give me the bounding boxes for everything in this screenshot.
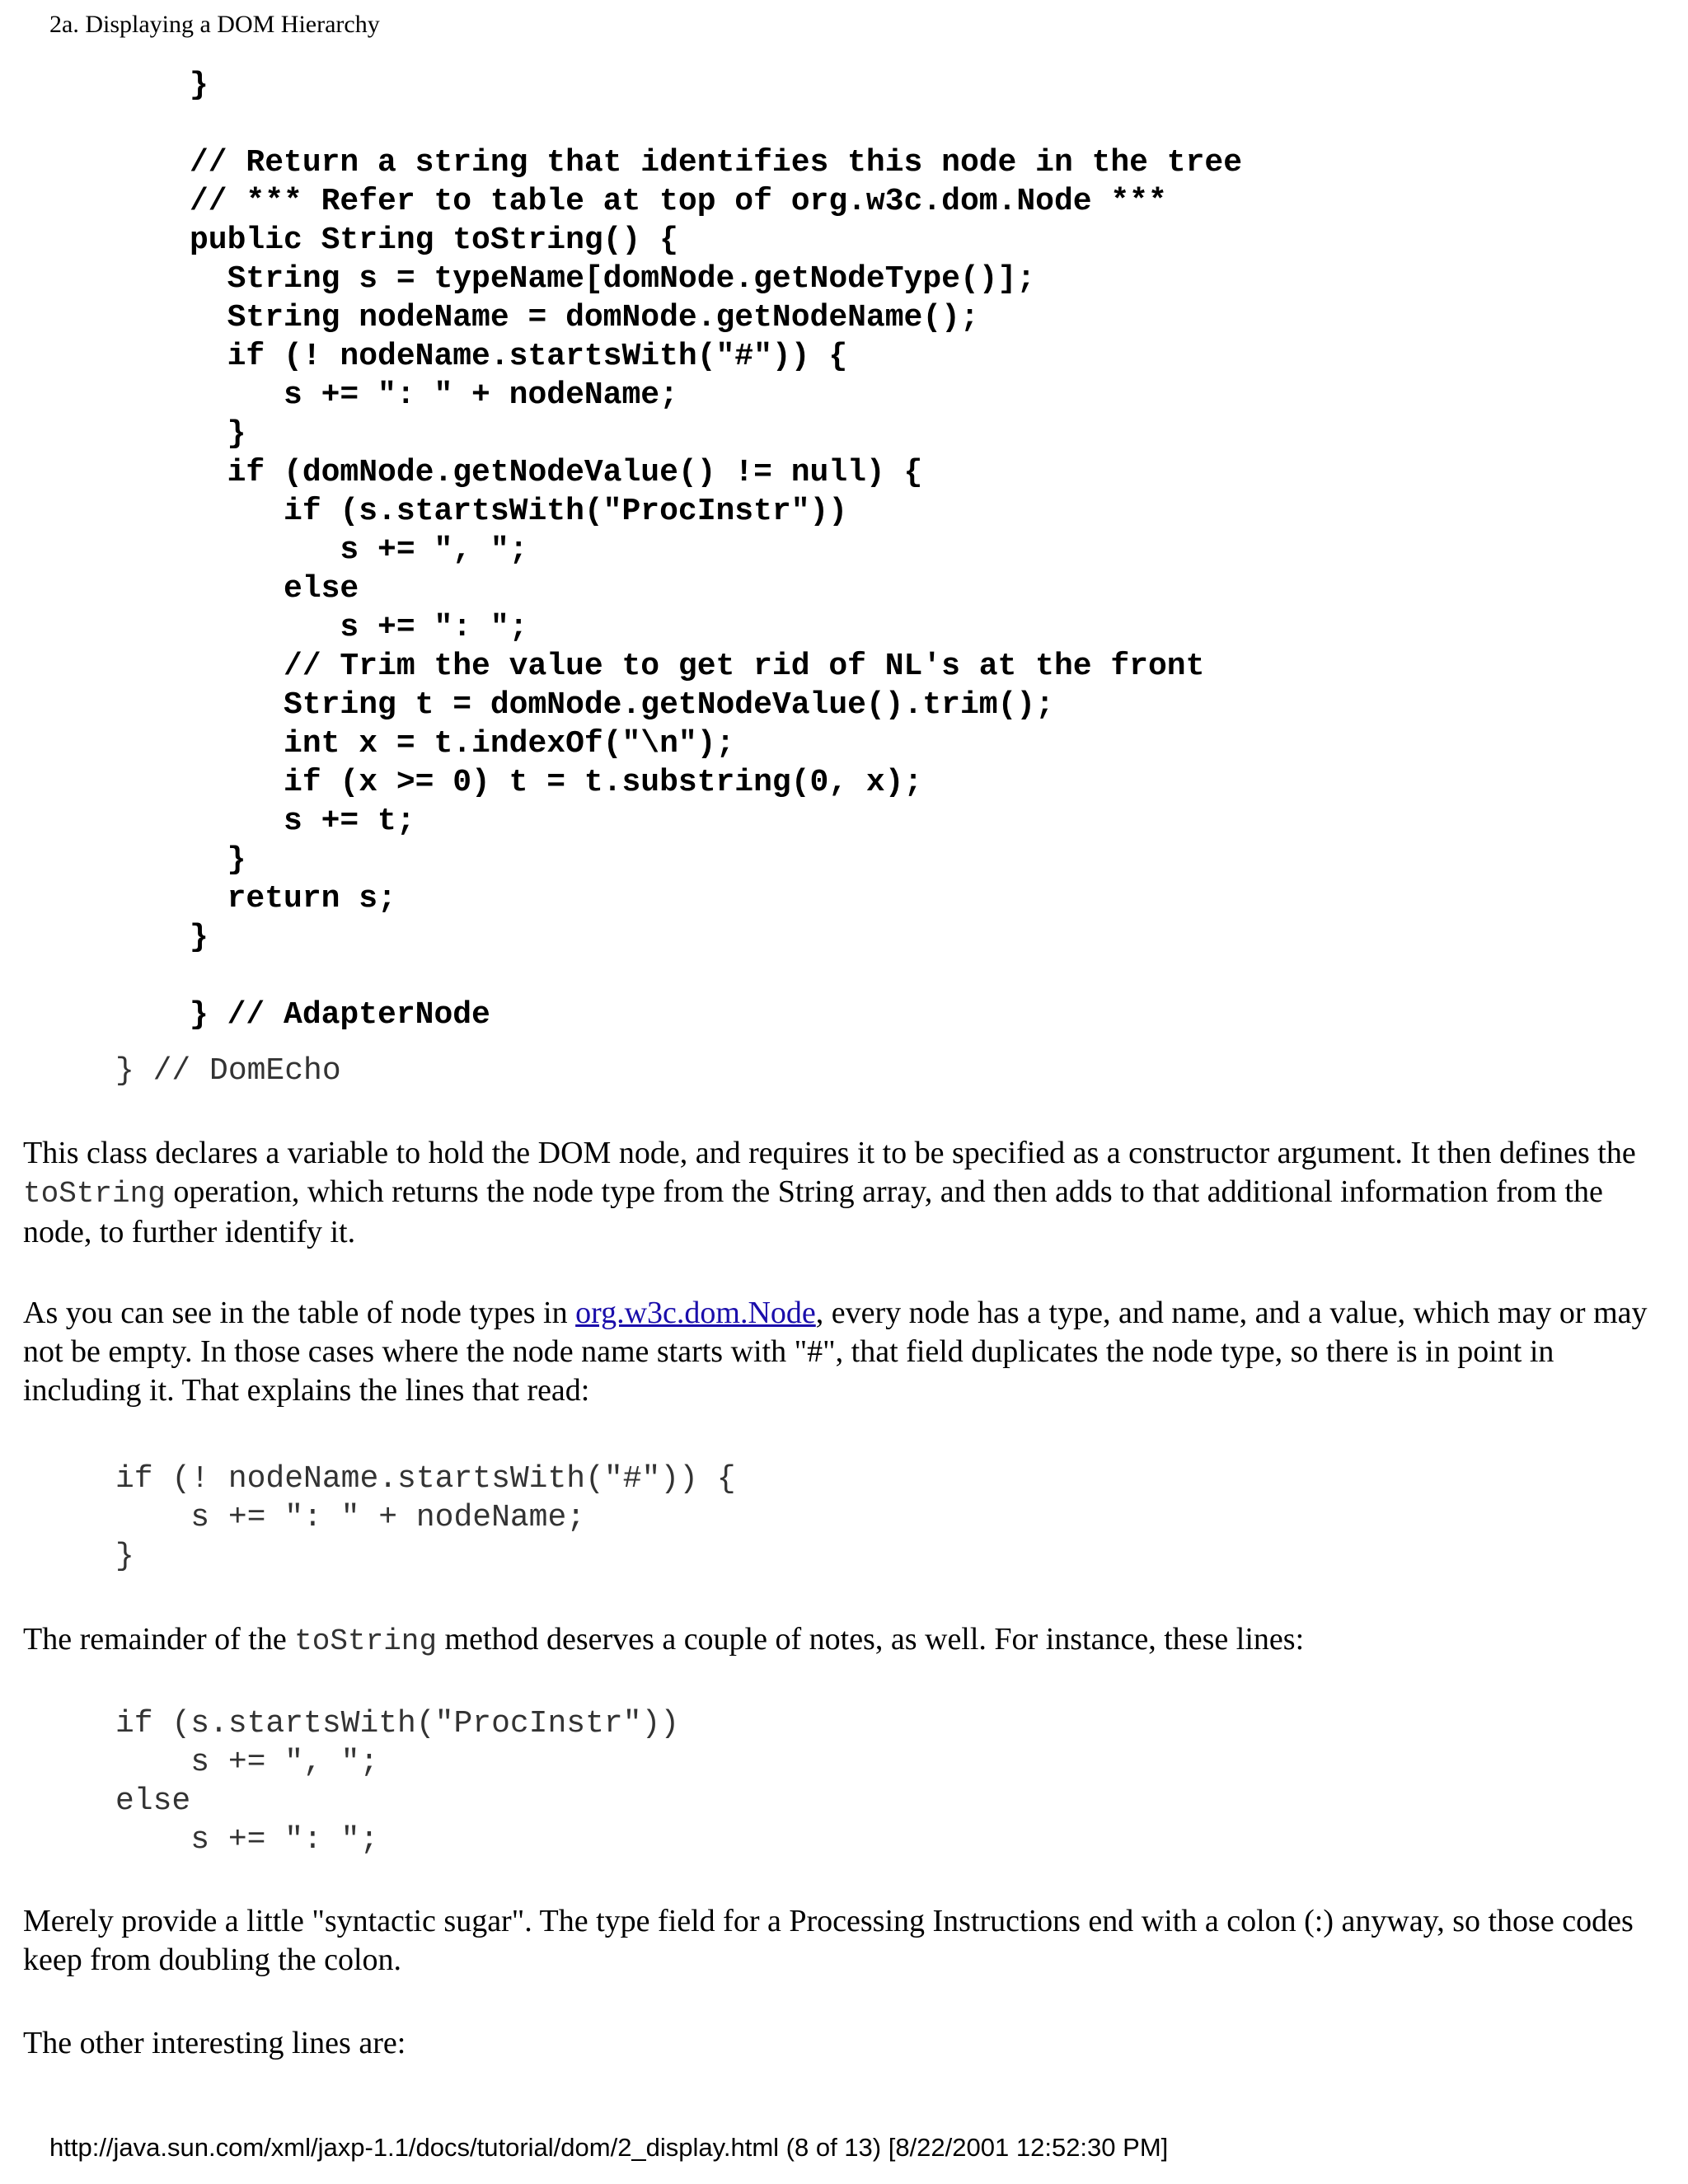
inline-code: toString xyxy=(294,1624,438,1658)
paragraph-remainder xyxy=(23,1620,1665,1661)
inline-code: toString xyxy=(23,1177,166,1211)
code-listing-tostring: } // Return a string that identifies this node in the tree // *** Refer to table at top of org.w3c.dom.Node *** public String toString() { String s = typeName[domNode.getNodeType()]; String nodeName = domNode.getNodeName(); if (! nodeName.startsWith("#")) { s += ": " + nodeName; } if (domNode.getNodeValue() != null) { if (s.startsWith("ProcInstr")) s += ", "; else s += ": "; // Trim the value to get rid of NL's at the front String t = domNode.getNodeValue().trim(); int x = t.indexOf("\n"); if (x >= 0) t = t.substring(0, x); s += t; } return s; } } // AdapterNode xyxy=(190,68,1243,1033)
code-sample-startswith: if (! nodeName.startsWith("#")) { s += ": " + nodeName; } xyxy=(115,1461,736,1574)
paragraph-text: This class declares a variable to hold the DOM node, and requires it to be specified as a constructor argument. It then defines the xyxy=(23,1136,1636,1170)
code-sample-procinstr: if (s.startsWith("ProcInstr")) s += ", "; else s += ": "; xyxy=(115,1706,680,1858)
paragraph-class-description xyxy=(23,1134,1665,1252)
paragraph-text: As you can see in the table of node types in xyxy=(23,1296,576,1330)
paragraph-other-lines: The other interesting lines are: xyxy=(23,2026,406,2060)
page-footer-url: http://java.sun.com/xml/jaxp-1.1/docs/tutorial/dom/2_display.html (8 of 13) [8/22/2001 12:52:30 PM] xyxy=(49,2133,1169,2162)
page-header-title: 2a. Displaying a DOM Hierarchy xyxy=(49,11,380,38)
paragraph-syntactic-sugar: Merely provide a little "syntactic sugar". The type field for a Processing Instructions end with a colon (:) anyway, so those codes keep from doubling the colon. xyxy=(23,1904,1634,1977)
paragraph-node-types xyxy=(23,1294,1665,1410)
paragraph-text: , every node has a type, and name, and a value, which may or may not be empty. In those cases where the node name starts with "#", that field duplicates the node type, so there is in point in including it. That explains the lines that read: xyxy=(23,1296,1648,1408)
link-org-w3c-dom-node[interactable]: org.w3c.dom.Node xyxy=(575,1296,816,1330)
code-listing-closing: } // DomEcho xyxy=(115,1053,341,1089)
paragraph-text: operation, which returns the node type from the String array, and then adds to that additional information from the node, to further identify it. xyxy=(23,1174,1603,1249)
paragraph-text: The remainder of the xyxy=(23,1622,295,1657)
paragraph-text: method deserves a couple of notes, as well. For instance, these lines: xyxy=(437,1622,1305,1657)
